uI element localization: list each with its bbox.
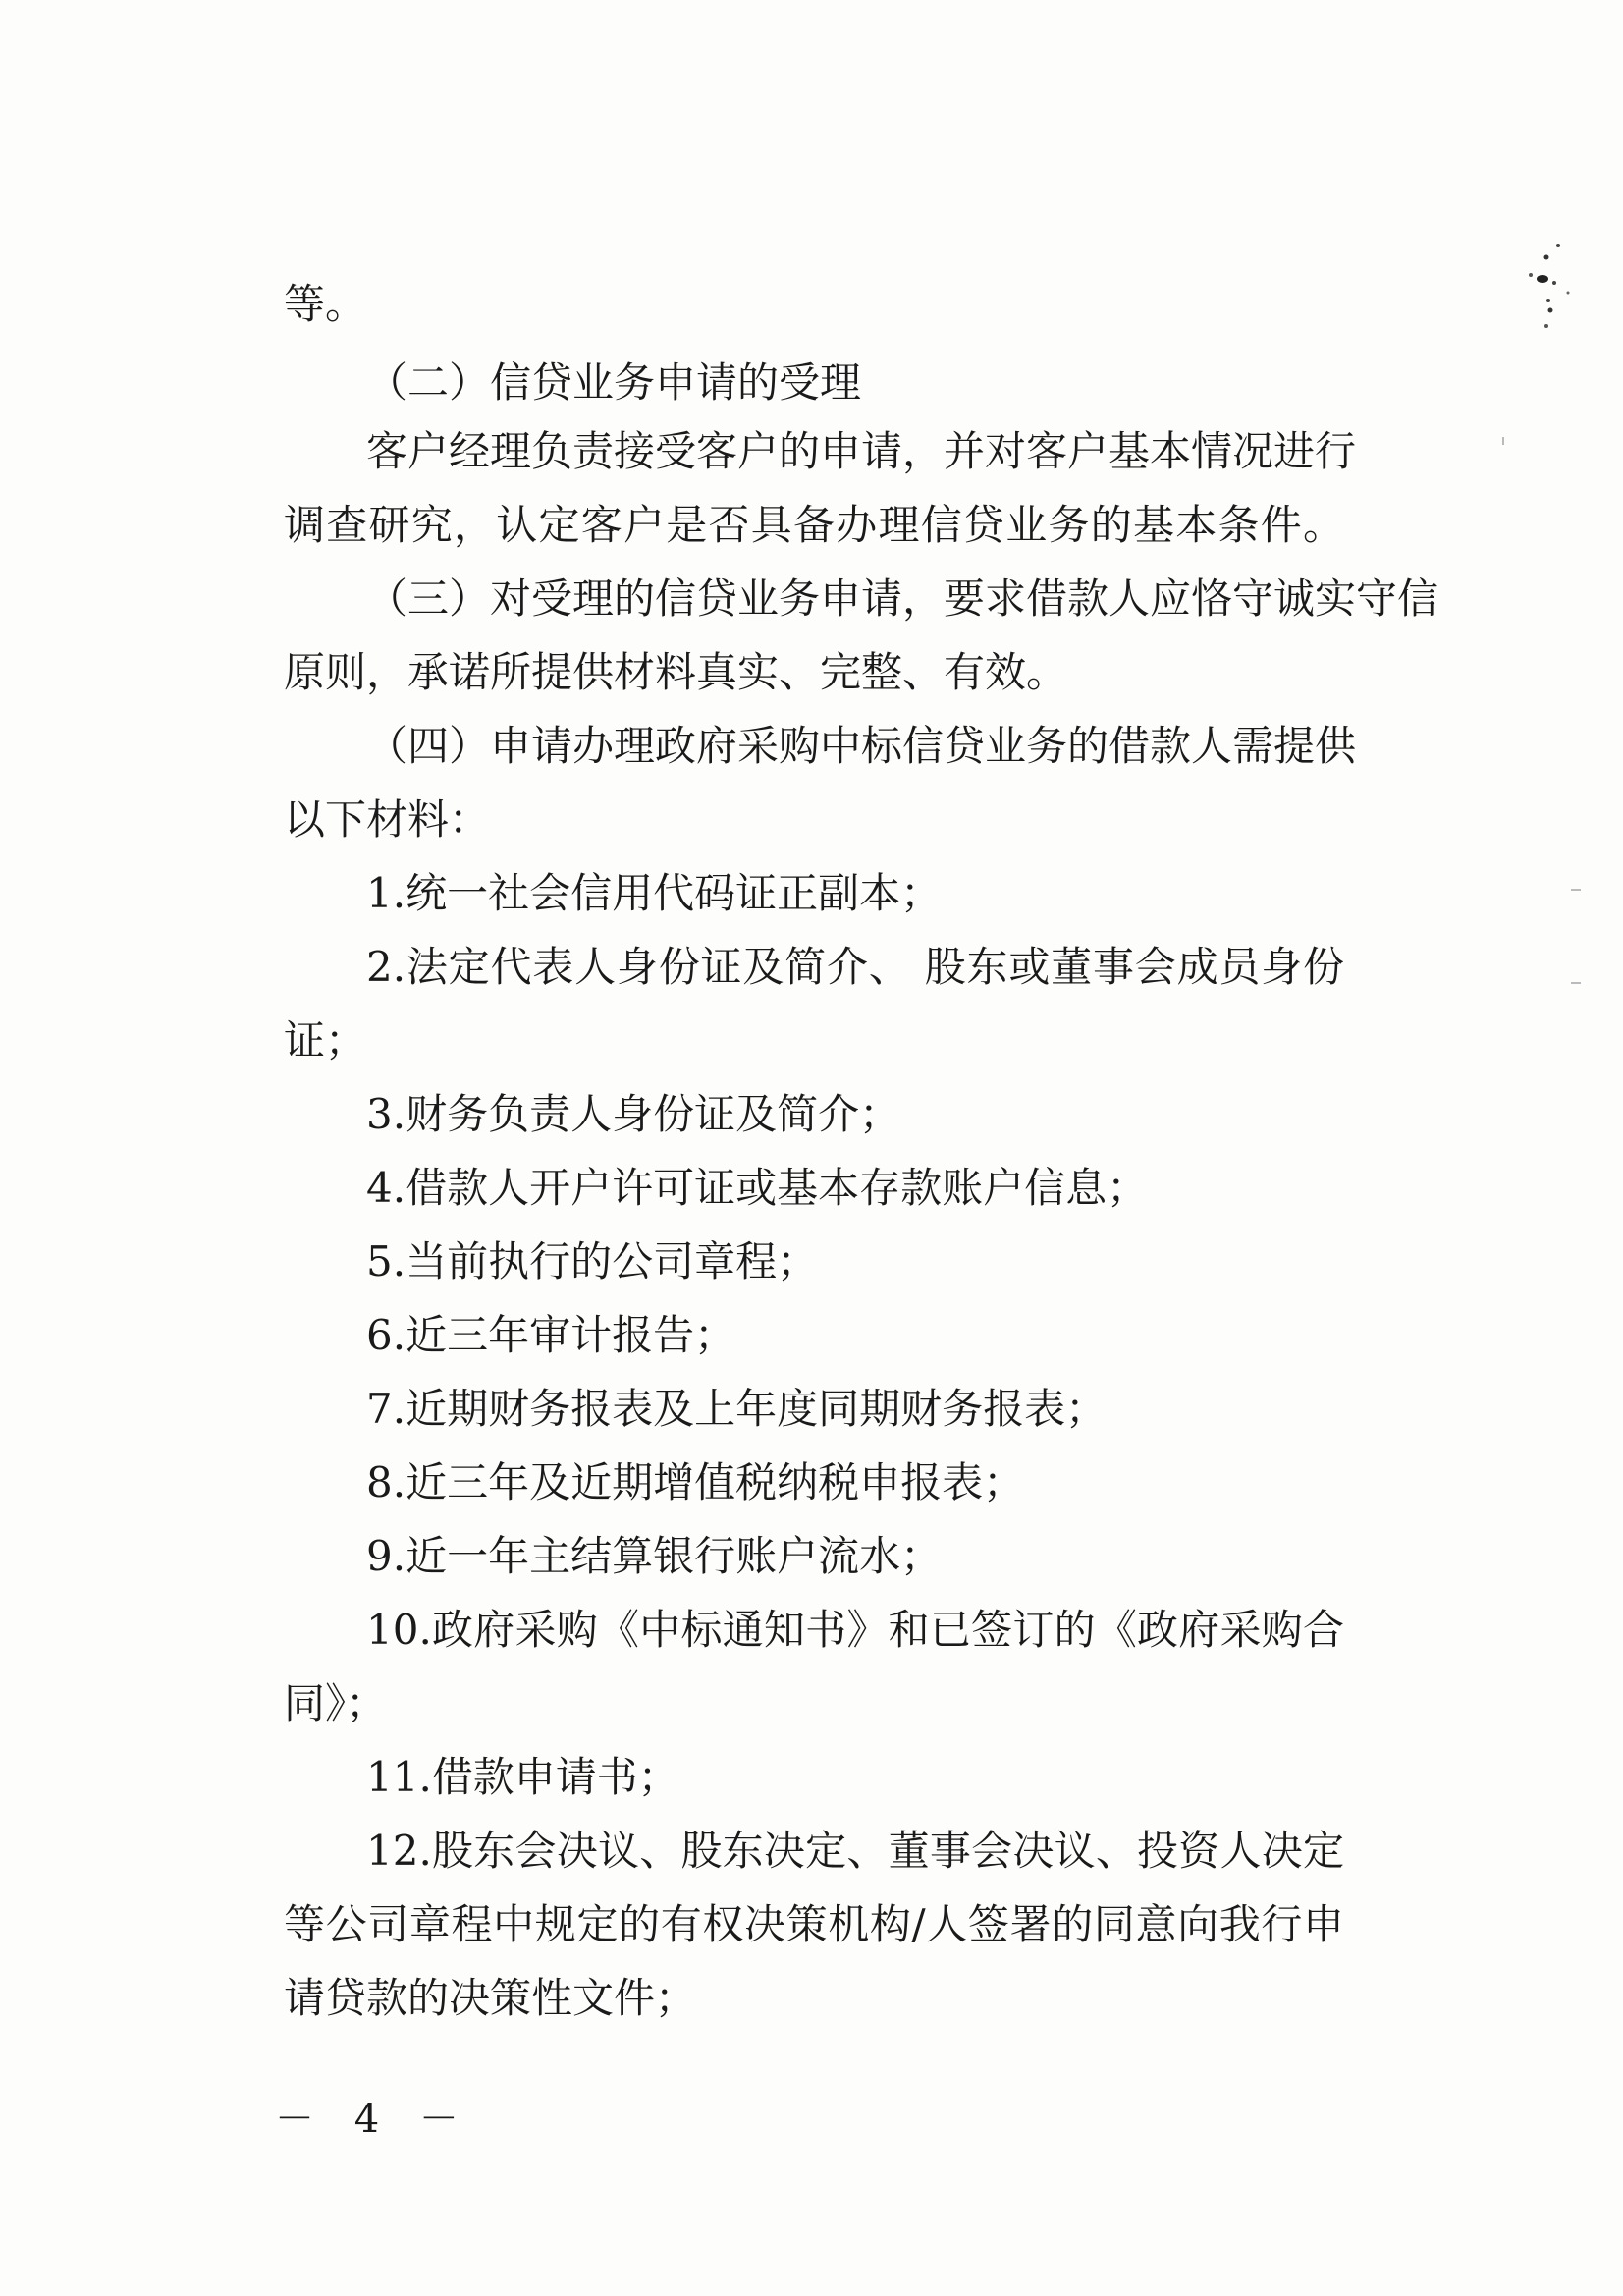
scan-mark xyxy=(1571,982,1581,984)
text-line: 原则，承诺所提供材料真实、完整、有效。 xyxy=(284,648,1068,696)
scan-mark xyxy=(1502,437,1504,445)
text-line: （三）对受理的信贷业务申请，要求借款人应恪守诚实守信 xyxy=(366,574,1439,623)
text-line: 客户经理负责接受客户的申请，并对客户基本情况进行 xyxy=(366,427,1357,475)
text-line: （四）申请办理政府采购中标信贷业务的借款人需提供 xyxy=(366,722,1357,770)
text-line: 以下材料： xyxy=(284,795,491,844)
text-line: 等公司章程中规定的有权决策机构/人签署的同意向我行申 xyxy=(284,1900,1344,1948)
text-line: 同》； xyxy=(284,1679,388,1727)
scan-mark xyxy=(1571,889,1581,891)
list-item: 6.近三年审计报告； xyxy=(366,1311,736,1359)
scan-specks xyxy=(1507,236,1586,344)
text-line: 证； xyxy=(284,1016,367,1065)
text-line: 调查研究，认定客户是否具备办理信贷业务的基本条件。 xyxy=(284,501,1344,549)
list-item: 9.近一年主结算银行账户流水； xyxy=(366,1532,943,1580)
text-line: 请贷款的决策性文件； xyxy=(284,1974,697,2022)
list-item: 5.当前执行的公司章程； xyxy=(366,1237,819,1285)
list-item: 8.近三年及近期增值税纳税申报表； xyxy=(366,1458,1025,1506)
list-item: 3.财务负责人身份证及简介； xyxy=(366,1090,901,1138)
list-item: 10.政府采购《中标通知书》和已签订的《政府采购合 xyxy=(366,1606,1344,1654)
list-item: 11.借款申请书； xyxy=(366,1753,679,1801)
list-item: 1.统一社会信用代码证正副本； xyxy=(366,869,943,917)
list-item: 2.法定代表人身份证及简介、 股东或董事会成员身份 xyxy=(366,943,1344,991)
page-number: － 4 － xyxy=(275,2097,472,2142)
text-line: 等。 xyxy=(284,280,367,328)
section-heading: （二）信贷业务申请的受理 xyxy=(366,358,862,407)
list-item: 12.股东会决议、股东决定、董事会决议、投资人决定 xyxy=(366,1827,1344,1875)
list-item: 4.借款人开户许可证或基本存款账户信息； xyxy=(366,1164,1149,1212)
list-item: 7.近期财务报表及上年度同期财务报表； xyxy=(366,1385,1108,1433)
